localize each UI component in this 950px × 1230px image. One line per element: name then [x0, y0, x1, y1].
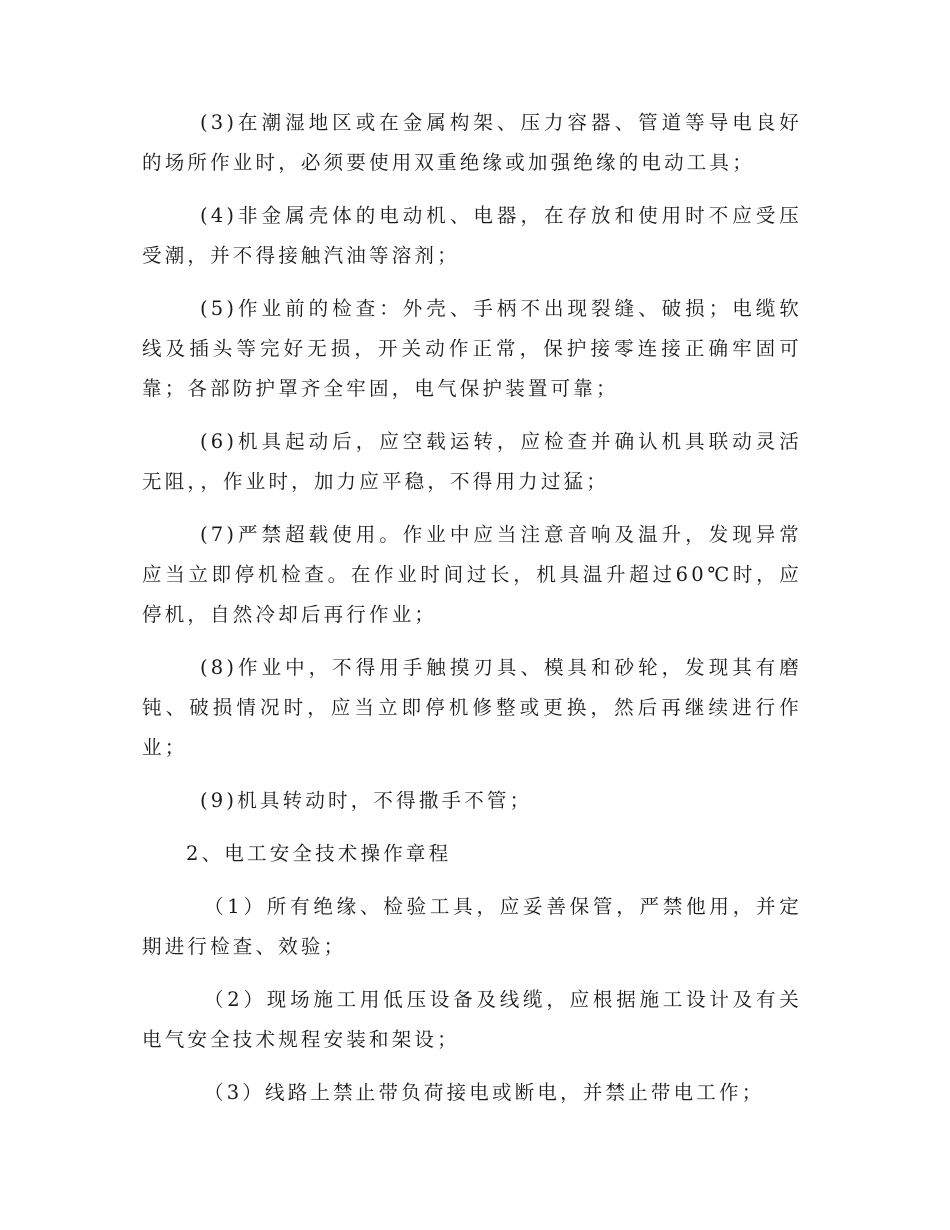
paragraph-7: (7)严禁超载使用。作业中应当注意音响及温升，发现异常应当立即停机检查。在作业时间过长，机具温升超过60℃时，应停机，自然冷却后再行作业； [142, 523, 802, 626]
section-item-3: （3）线路上禁止带负荷接电或断电，并禁止带电工作； [204, 1081, 765, 1104]
section-item-1: （1）所有绝缘、检验工具，应妥善保管，严禁他用，并定期进行检查、效验； [142, 895, 802, 958]
paragraph-8: (8)作业中，不得用手触摸刃具、模具和砂轮，发现其有磨钝、破损情况时，应当立即停机修整或更换，然后再继续进行作业； [142, 656, 802, 759]
section-heading: 2、电工安全技术操作章程 [186, 842, 452, 865]
paragraph-6: (6)机具起动后，应空载运转，应检查并确认机具联动灵活无阻，，作业时，加力应平稳，不得用力过猛； [142, 430, 802, 493]
paragraph-4: (4)非金属壳体的电动机、电器，在存放和使用时不应受压受潮，并不得接触汽油等溶剂； [142, 204, 802, 267]
document-page [142, 103, 802, 1126]
paragraph-9: (9)机具转动时，不得撒手不管； [200, 789, 533, 812]
paragraph-5: (5)作业前的检查：外壳、手柄不出现裂缝、破损；电缆软线及插头等完好无损，开关动作正常，保护接零连接正确牢固可靠；各部防护罩齐全牢固，电气保护装置可靠； [142, 297, 802, 400]
paragraph-3: (3)在潮湿地区或在金属构架、压力容器、管道等导电良好的场所作业时，必须要使用双重绝缘或加强绝缘的电动工具； [142, 111, 802, 174]
section-item-2: （2）现场施工用低压设备及线缆，应根据施工设计及有关电气安全技术规程安装和架设； [142, 988, 802, 1051]
